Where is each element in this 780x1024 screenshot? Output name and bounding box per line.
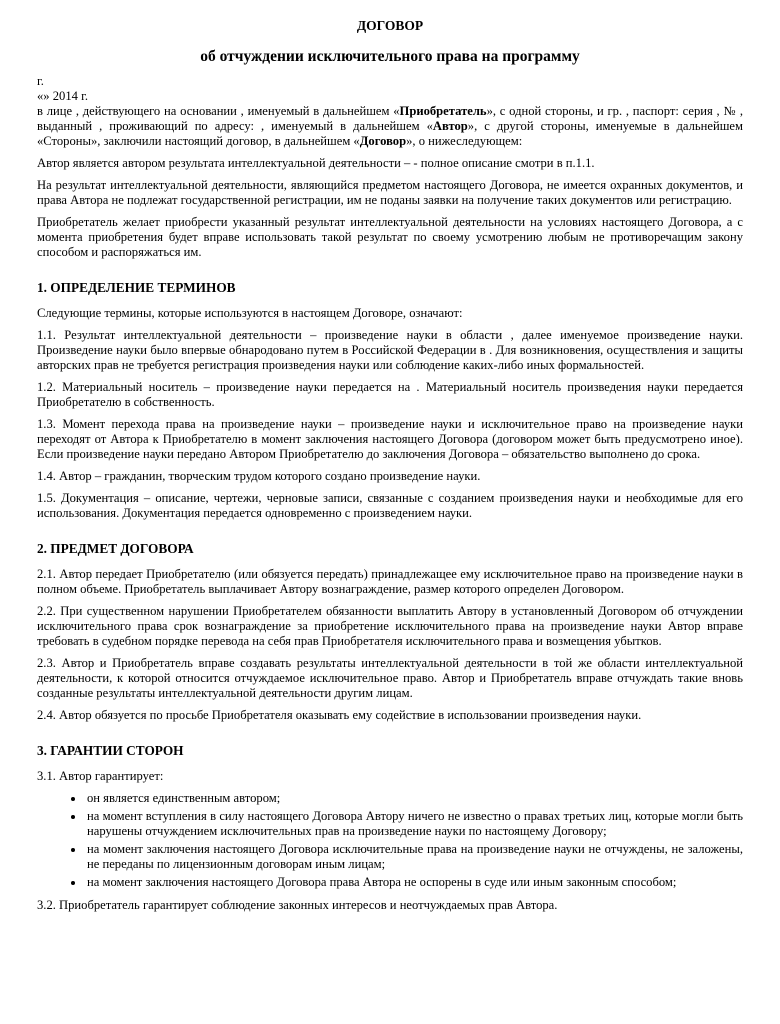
guarantee-item-1: • он является единственным автором; [85,791,743,806]
clause-1-1: 1.1. Результат интеллектуальной деятельности – произведение науки в области , далее именуемое произведение науки. Произведение науки было впервые обнародовано путем в Российской Федерации в . Для возникновения, осуществления и защиты авторских прав не требуется регистрация произведения науки или соблюдение каких-либо иных формальностей. [37,328,743,372]
clause-1-3: 1.3. Момент перехода права на произведение науки – произведение науки и исключительное право на произведение науки переходят от Автора к Приобретателю в момент заключения настоящего Договора (договором может быть предусмотрено иное). Если произведение науки передано Автором Приобретателю до заключения Договора – обязательство выполнено до срока. [37,417,743,461]
parties-text-1: в лице , действующего на основании , именуемый в дальнейшем « [37,104,400,118]
preamble-paragraph-2: На результат интеллектуальной деятельности, являющийся предметом настоящего Договора, не имеется охранных документов, и права Автора не подлежат государственной регистрации, им не поданы заявки на получение таких документов или регистрацию. [37,178,743,207]
clause-2-4: 2.4. Автор обязуется по просьбе Приобретателя оказывать ему содействие в использовании произведения науки. [37,708,642,722]
section-1-heading: 1. ОПРЕДЕЛЕНИЕ ТЕРМИНОВ [37,280,236,295]
term-contract: Договор [359,134,407,148]
parties-text-2: », с одной стороны, и гр. , паспорт: серия , № , выданный , проживающий по адресу: , именуемый в дальнейшем « [37,104,744,133]
clause-1-4: 1.4. Автор – гражданин, творческим трудом которого создано произведение науки. [37,469,481,483]
section-1-intro: Следующие термины, которые используются в настоящем Договоре, означают: [37,306,463,320]
parties-text-3: », с другой стороны, именуемые в дальнейшем «Стороны», заключили настоящий договор, в дальнейшем « [37,119,743,148]
term-acquirer: Приобретатель [399,104,487,118]
guarantee-item-3: • на момент заключения настоящего Договора исключительные права на произведение науки не отчуждены, не заложены, не переданы по лицензионным договорам иным лицам; [85,842,743,872]
clause-1-5: 1.5. Документация – описание, чертежи, черновые записи, связанные с созданием произведения науки и необходимые для его использования. Документация передается одновременно с произведением науки. [37,491,743,520]
document-subtitle: об отчуждении исключительного права на программу [200,48,580,65]
guarantee-item-2: • на момент вступления в силу настоящего Договора Автору ничего не известно о правах третьих лиц, которые могли быть нарушены отчуждением исключительных прав на произведение науки по настоящему Договору; [85,809,743,839]
author-guarantees-list [37,791,743,890]
preamble-paragraph-3: Приобретатель желает приобрести указанный результат интеллектуальной деятельности на условиях настоящего Договора, а с момента приобретения будет вправе использовать такой результат по своему усмотрению любым не противоречащим закону способом и распоряжаться им. [37,215,743,259]
section-2-heading: 2. ПРЕДМЕТ ДОГОВОРА [37,541,194,556]
clause-2-2: 2.2. При существенном нарушении Приобретателем обязанности выплатить Автору в установленный Договором об отчуждении исключительного права срок вознаграждение за приобретение исключительного права на произведение науки Автор вправе требовать в судебном порядке перевода на себя прав Приобретателя исключительного права и возмещения убытков. [37,604,743,648]
city-line: г. [37,74,44,88]
clause-3-2: 3.2. Приобретатель гарантирует соблюдение законных интересов и неотчуждаемых прав Автора. [37,898,558,912]
guarantee-item-4: • на момент заключения настоящего Договора права Автора не оспорены в суде или иным законным способом; [85,875,743,890]
document-title: ДОГОВОР [356,18,424,33]
term-author: Автор [432,119,468,133]
parties-paragraph [37,104,743,149]
clause-3-1: 3.1. Автор гарантирует: [37,769,164,783]
clause-2-1: 2.1. Автор передает Приобретателю (или обязуется передать) принадлежащее ему исключительное право на произведение науки в полном объеме. Приобретатель выплачивает Автору вознаграждение, размер которого определен Договором. [37,567,743,596]
clause-1-2: 1.2. Материальный носитель – произведение науки передается на . Материальный носитель произведения науки передается Приобретателю в собственность. [37,380,743,409]
section-3-heading: 3. ГАРАНТИИ СТОРОН [37,743,184,758]
clause-2-3: 2.3. Автор и Приобретатель вправе создавать результаты интеллектуальной деятельности в той же области интеллектуальной деятельности, к которой относится отчуждаемое исключительное право. Автор и Приобретатель вправе отчуждать такие вновь созданные результаты интеллектуальной деятельности другим лицам. [37,656,743,700]
parties-text-4: », о нижеследующем: [406,134,523,148]
preamble-paragraph-1: Автор является автором результата интеллектуальной деятельности – - полное описание смотри в п.1.1. [37,156,595,170]
date-line: «» 2014 г. [37,89,88,103]
